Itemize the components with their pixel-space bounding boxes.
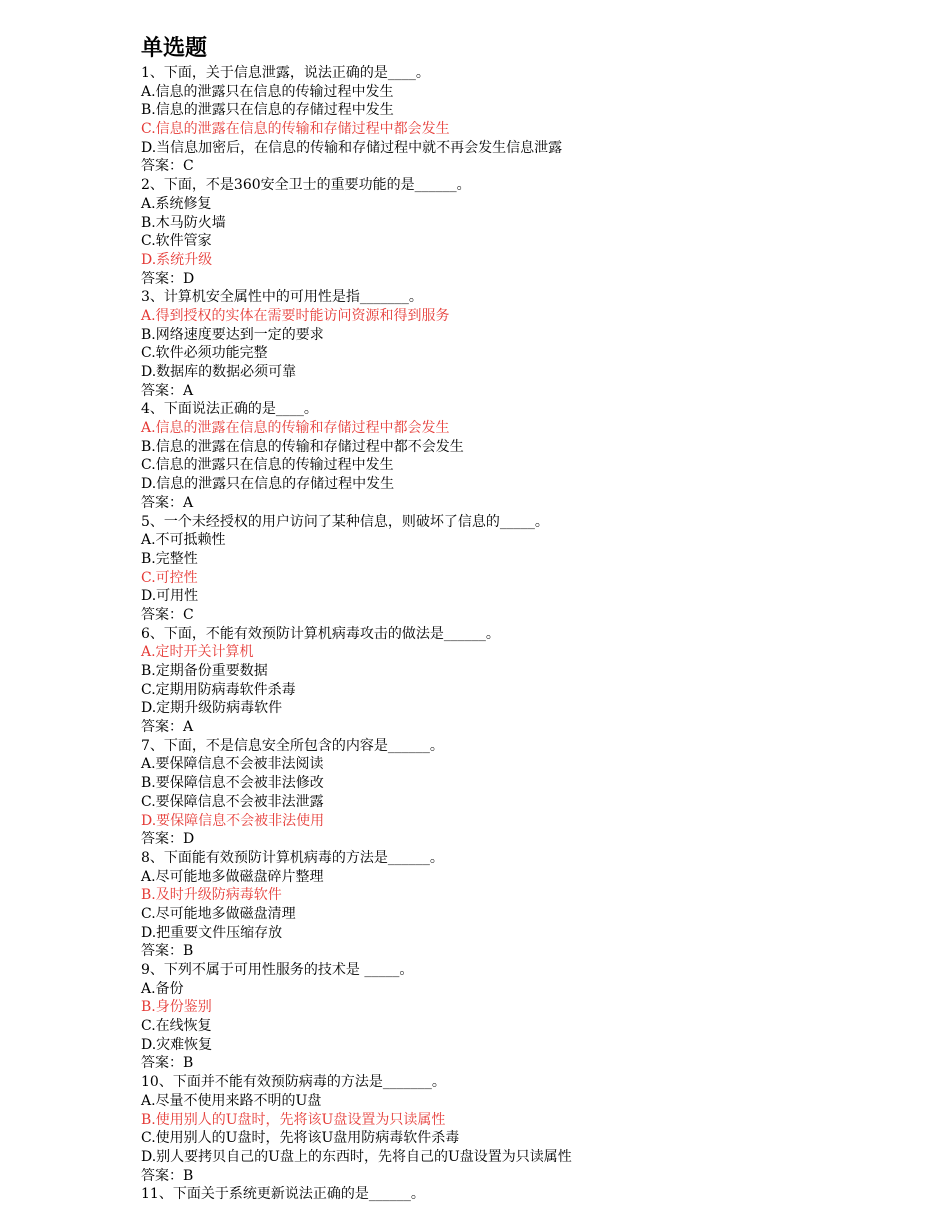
answer-8: 答案：B [141,943,194,960]
option-1-d: D.当信息加密后，在信息的传输和存储过程中就不再会发生信息泄露 [141,139,563,156]
option-4-d: D.信息的泄露只在信息的存储过程中发生 [141,476,395,493]
option-2-a: A.系统修复 [141,195,212,212]
answer-6: 答案：A [141,719,194,736]
question-stem-6: 6、下面，不能有效预防计算机病毒攻击的做法是______。 [141,625,500,642]
option-6-d: D.定期升级防病毒软件 [141,700,283,717]
question-stem-2: 2、下面，不是360安全卫士的重要功能的是______。 [141,177,471,194]
option-7-d-correct: D.要保障信息不会被非法使用 [141,812,325,829]
question-stem-5: 5、一个未经授权的用户访问了某种信息，则破坏了信息的_____。 [141,513,549,530]
option-9-d: D.灾难恢复 [141,1036,213,1053]
option-4-a-correct: A.信息的泄露在信息的传输和存储过程中都会发生 [141,420,450,437]
option-3-a-correct: A.得到授权的实体在需要时能访问资源和得到服务 [141,307,450,324]
option-4-b: B.信息的泄露在信息的传输和存储过程中都不会发生 [141,438,464,455]
option-5-a: A.不可抵赖性 [141,532,226,549]
answer-1: 答案：C [141,158,194,175]
option-7-b: B.要保障信息不会被非法修改 [141,775,324,792]
option-1-b: B.信息的泄露只在信息的存储过程中发生 [141,102,394,119]
answer-2: 答案：D [141,270,195,287]
answer-4: 答案：A [141,494,194,511]
option-6-b: B.定期备份重要数据 [141,663,268,679]
option-6-a-correct: A.定时开关计算机 [141,644,254,661]
document-page [141,34,921,1204]
question-stem-8: 8、下面能有效预防计算机病毒的方法是______。 [141,849,444,866]
answer-9: 答案：B [141,1055,194,1072]
option-3-c: C.软件必须功能完整 [141,345,268,362]
question-stem-9: 9、下列不属于可用性服务的技术是 _____。 [141,962,414,978]
question-stem-10: 10、下面并不能有效预防病毒的方法是_______。 [141,1074,446,1091]
option-8-a: A.尽可能地多做磁盘碎片整理 [141,868,324,885]
option-4-c: C.信息的泄露只在信息的传输过程中发生 [141,457,394,474]
option-8-b-correct: B.及时升级防病毒软件 [141,887,282,904]
question-stem-7: 7、下面，不是信息安全所包含的内容是______。 [141,737,444,754]
option-9-a: A.备份 [141,980,184,997]
option-8-c: C.尽可能地多做磁盘清理 [141,905,296,922]
option-2-c: C.软件管家 [141,233,212,250]
option-9-c: C.在线恢复 [141,1018,212,1035]
option-3-b: B.网络速度要达到一定的要求 [141,326,324,343]
option-1-c-correct: C.信息的泄露在信息的传输和存储过程中都会发生 [141,121,450,138]
section-title: 单选题 [141,36,208,61]
answer-10: 答案：B [141,1167,194,1184]
question-stem-4: 4、下面说法正确的是____。 [141,401,318,418]
option-5-c-correct: C.可控性 [141,569,198,586]
answer-5: 答案：C [141,606,194,623]
option-7-a: A.要保障信息不会被非法阅读 [141,756,324,773]
question-stem-11: 11、下面关于系统更新说法正确的是______。 [141,1186,425,1203]
answer-7: 答案：D [141,831,195,848]
option-10-d: D.别人要拷贝自己的U盘上的东西时，先将自己的U盘设置为只读属性 [141,1148,572,1165]
option-10-a: A.尽量不使用来路不明的U盘 [141,1092,322,1109]
option-3-d: D.数据库的数据必须可靠 [141,364,297,380]
option-2-d-correct: D.系统升级 [141,251,213,268]
question-stem-3: 3、计算机安全属性中的可用性是指_______。 [141,289,423,306]
option-8-d: D.把重要文件压缩存放 [141,924,283,941]
question-stem-1: 1、下面，关于信息泄露，说法正确的是____。 [141,65,430,81]
option-1-a: A.信息的泄露只在信息的传输过程中发生 [141,83,394,100]
option-10-c: C.使用别人的U盘时，先将该U盘用防病毒软件杀毒 [141,1130,460,1147]
answer-3: 答案：A [141,382,194,399]
option-7-c: C.要保障信息不会被非法泄露 [141,793,324,810]
option-5-d: D.可用性 [141,588,199,605]
option-5-b: B.完整性 [141,550,198,567]
option-10-b-correct: B.使用别人的U盘时，先将该U盘设置为只读属性 [141,1111,446,1128]
option-2-b: B.木马防火墙 [141,214,226,231]
option-6-c: C.定期用防病毒软件杀毒 [141,681,296,698]
option-9-b-correct: B.身份鉴别 [141,999,212,1016]
